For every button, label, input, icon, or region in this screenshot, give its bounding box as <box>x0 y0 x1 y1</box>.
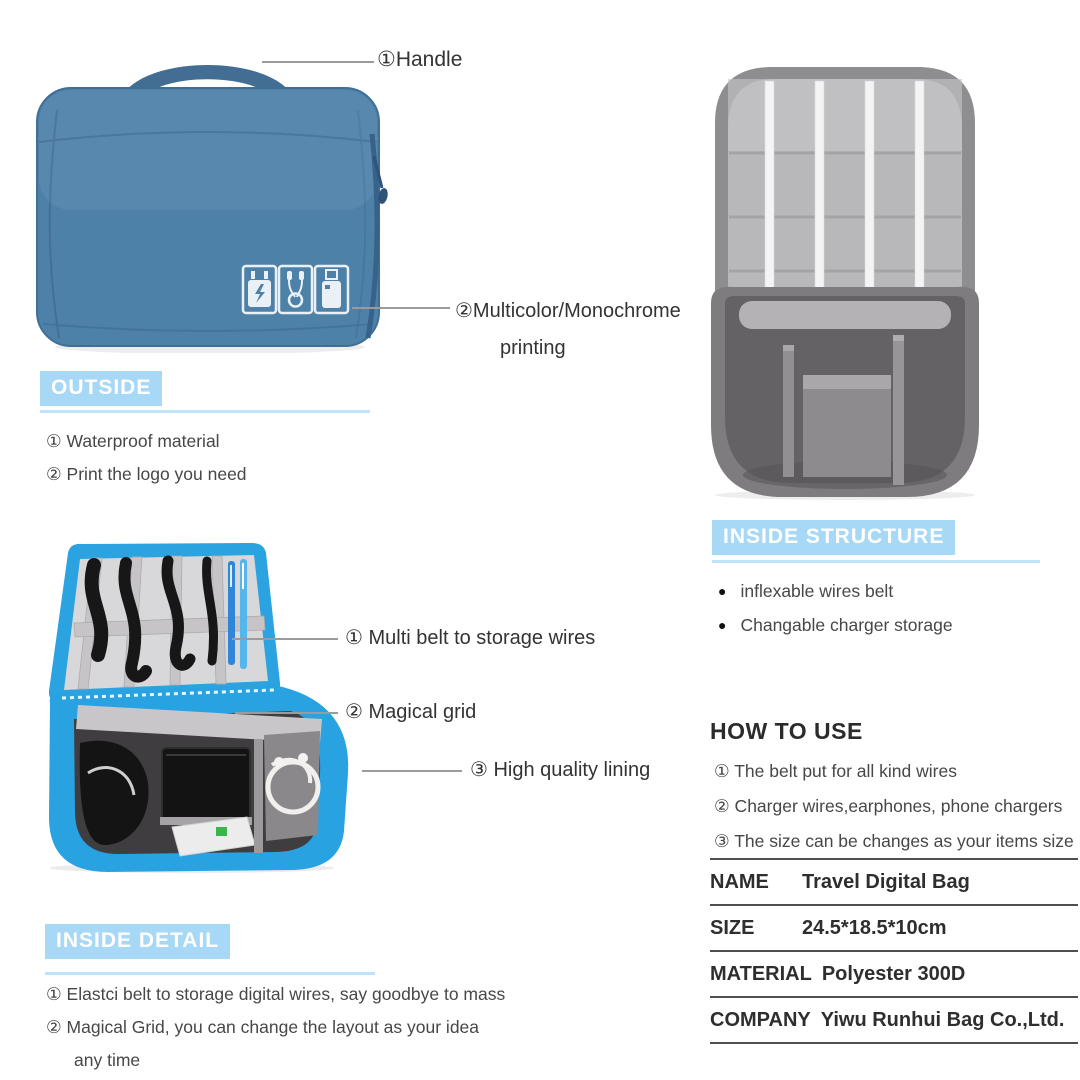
closed-bag-photo <box>25 38 390 353</box>
callout-printing-line2: printing <box>500 337 566 359</box>
leader-line <box>262 61 374 63</box>
spec-label: NAME <box>710 870 769 893</box>
section-underline <box>712 560 1040 563</box>
printed-logo-label <box>243 266 348 313</box>
bullet-text: inflexable wires belt <box>740 581 894 601</box>
spec-value: 24.5*18.5*10cm <box>802 916 947 939</box>
leader-line <box>235 712 338 714</box>
bullet-text: Changable charger storage <box>740 615 953 635</box>
list-item: ② Magical Grid, you can change the layout as your idea <box>46 1017 480 1037</box>
earphones-icon <box>279 266 312 313</box>
list-item: ① The belt put for all kind wires <box>714 761 957 781</box>
gray-bag-photo <box>695 45 995 500</box>
earphones <box>264 731 320 841</box>
outside-list <box>46 431 247 497</box>
power-adapter-icon <box>243 266 276 313</box>
leader-line <box>362 770 462 772</box>
section-underline <box>45 972 375 975</box>
table-row <box>710 904 1078 950</box>
leader-line <box>232 638 338 640</box>
how-to-use-title: HOW TO USE <box>710 718 863 744</box>
list-item-continuation: any time <box>74 1050 141 1070</box>
table-row <box>710 950 1078 996</box>
section-title-inside-detail: INSIDE DETAIL <box>45 924 230 959</box>
section-underline <box>40 410 370 413</box>
spec-value: Travel Digital Bag <box>802 870 970 893</box>
callout-magical-grid: ② Magical grid <box>345 701 477 723</box>
table-row <box>710 996 1078 1044</box>
section-title-inside-structure: INSIDE STRUCTURE <box>712 520 955 555</box>
power-bank-icon <box>315 266 348 313</box>
callout-multi-belt: ① Multi belt to storage wires <box>345 627 596 649</box>
callout-printing <box>455 293 681 367</box>
spec-label: COMPANY <box>710 1008 811 1031</box>
how-to-use-list <box>714 761 1074 864</box>
callout-printing-line1: ②Multicolor/Monochrome <box>455 300 681 322</box>
callout-handle: ①Handle <box>377 48 463 71</box>
inside-structure-list <box>718 581 953 649</box>
padded-bar <box>739 301 951 329</box>
list-item: ① Elastci belt to storage digital wires, say goodbye to mass <box>46 984 506 1004</box>
leader-line <box>352 307 450 309</box>
list-item: ② Print the logo you need <box>46 464 247 484</box>
list-item <box>718 581 953 602</box>
table-row <box>710 858 1078 904</box>
spec-label: SIZE <box>710 916 755 939</box>
inside-detail-list <box>46 984 505 1080</box>
section-title-outside: OUTSIDE <box>40 371 162 406</box>
list-item: ② Charger wires,earphones, phone chargers <box>714 796 1063 816</box>
spec-table <box>710 858 1078 1044</box>
section-outside <box>40 371 162 406</box>
spec-value: Yiwu Runhui Bag Co.,Ltd. <box>820 1008 1065 1031</box>
grid-divider <box>254 739 263 853</box>
open-blue-bag-photo <box>22 543 357 873</box>
bullet-icon: ● <box>718 583 727 599</box>
section-inside-structure <box>712 520 955 555</box>
section-inside-detail <box>45 924 230 959</box>
power-bank <box>162 748 250 820</box>
spec-value: Polyester 300D <box>821 962 966 985</box>
list-item: ① Waterproof material <box>46 431 220 451</box>
spec-label: MATERIAL <box>710 962 812 985</box>
bullet-icon: ● <box>718 617 727 633</box>
list-item <box>718 615 953 636</box>
callout-lining: ③ High quality lining <box>470 759 651 781</box>
list-item: ③ The size can be changes as your items size <box>714 831 1074 851</box>
